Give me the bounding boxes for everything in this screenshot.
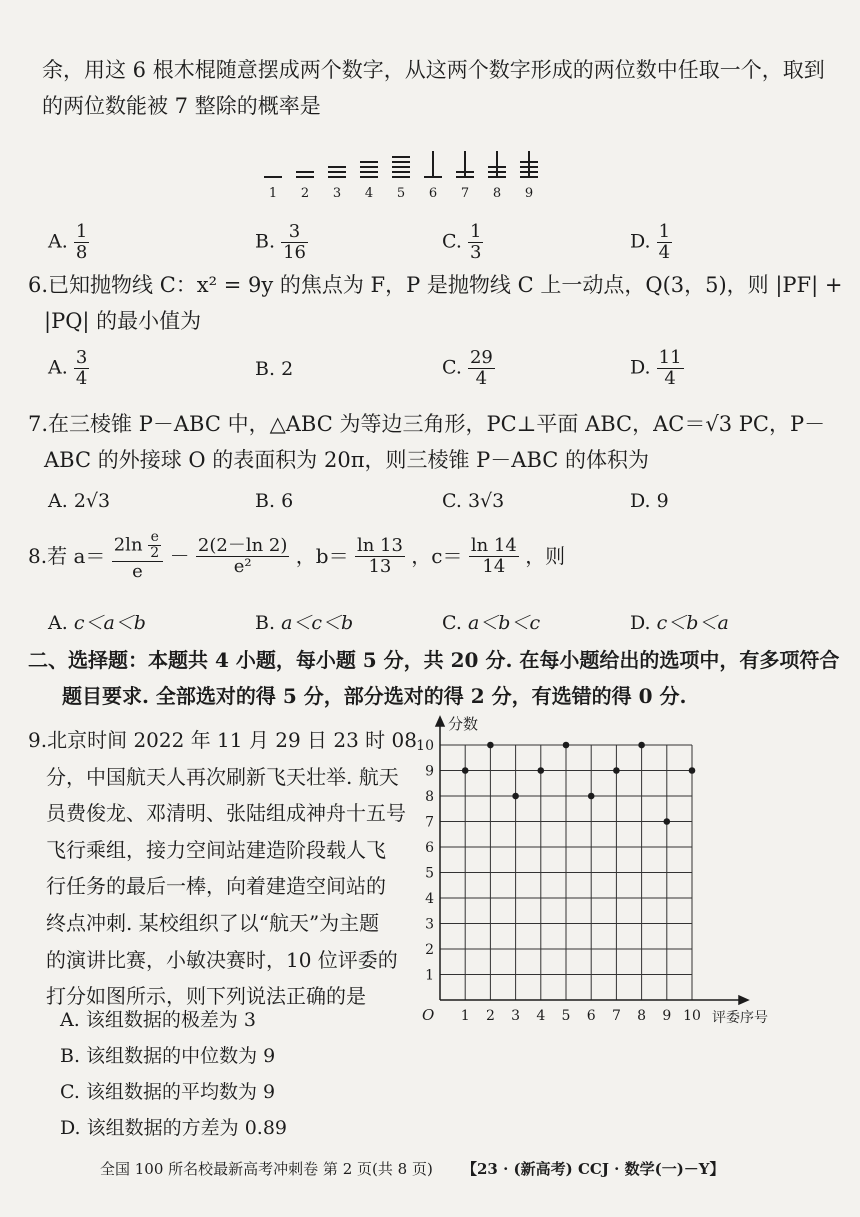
q6-option-b bbox=[255, 358, 293, 380]
rod-label: 6 bbox=[428, 186, 438, 201]
q8-frac-a2 bbox=[196, 536, 289, 577]
q8-frac-b bbox=[355, 536, 405, 577]
q7-option-a bbox=[48, 490, 110, 512]
q8-expression bbox=[28, 530, 565, 582]
q8-option-b bbox=[255, 608, 353, 635]
frac-den: e bbox=[132, 561, 143, 582]
chart-axes bbox=[436, 717, 748, 1004]
rod-digit-6 bbox=[424, 151, 442, 177]
data-point bbox=[664, 818, 671, 825]
frac-den: 3 bbox=[469, 242, 482, 263]
option-label: A. bbox=[48, 612, 68, 634]
q6-option-c bbox=[442, 348, 495, 389]
option-text: 2 bbox=[281, 358, 294, 380]
option-text: c＜b＜a bbox=[656, 612, 729, 634]
option-label: B. bbox=[255, 230, 276, 253]
rod-label: 1 bbox=[268, 186, 278, 201]
rod-labels bbox=[269, 186, 533, 201]
option-label: D. bbox=[630, 356, 651, 379]
y-tick-label: 10 bbox=[416, 738, 434, 754]
y-tick-label: 6 bbox=[425, 840, 434, 856]
data-point bbox=[538, 767, 545, 774]
frac-den: 13 bbox=[368, 555, 392, 577]
frac-num: 11 bbox=[658, 347, 682, 368]
rod-label: 8 bbox=[492, 186, 502, 201]
y-tick-label: 7 bbox=[425, 814, 434, 831]
option-label: C. bbox=[60, 1081, 80, 1103]
data-point bbox=[462, 767, 469, 774]
option-text: a＜b＜c bbox=[467, 612, 541, 634]
q7-option-b bbox=[255, 490, 293, 512]
y-tick-label: 4 bbox=[425, 891, 434, 907]
frac-den: e² bbox=[233, 555, 252, 577]
data-point bbox=[588, 793, 595, 800]
option-label: D. bbox=[60, 1117, 81, 1139]
chart-origin-label: O bbox=[422, 1006, 435, 1024]
option-text: 该组数据的方差为 0.89 bbox=[86, 1117, 288, 1139]
q8-b-eq: ，b＝ bbox=[295, 544, 349, 568]
q9-option-d bbox=[60, 1110, 287, 1146]
option-label: C. bbox=[442, 230, 462, 253]
y-tick-label: 1 bbox=[425, 967, 434, 984]
footer-left: 全国 100 所名校最新高考冲刺卷 第 2 页(共 8 页) bbox=[100, 1160, 433, 1178]
q8-frac-a1 bbox=[112, 530, 163, 582]
x-tick-label: 9 bbox=[662, 1008, 672, 1024]
q9-line: 员费俊龙、邓清明、张陆组成神舟十五号 bbox=[46, 801, 406, 826]
q7-text-line1: 7.在三棱锥 P－ABC 中，△ABC 为等边三角形，PC⊥平面 ABC，AC＝√3 PC，P－ bbox=[28, 412, 826, 436]
option-text: 该组数据的中位数为 9 bbox=[86, 1045, 276, 1067]
x-axis-arrow bbox=[739, 996, 748, 1004]
q8-option-a bbox=[48, 608, 146, 635]
option-text: 6 bbox=[281, 490, 294, 512]
rod-label: 4 bbox=[364, 186, 374, 201]
frac-den: 4 bbox=[475, 368, 488, 389]
frac-den: 16 bbox=[283, 242, 306, 263]
option-text: 该组数据的极差为 3 bbox=[85, 1009, 256, 1031]
data-point bbox=[638, 742, 645, 749]
q9-line: 打分如图所示，则下列说法正确的是 bbox=[46, 984, 366, 1009]
q9-line: 的演讲比赛，小敏决赛时，10 位评委的 bbox=[46, 947, 398, 972]
option-text: 9 bbox=[656, 490, 669, 512]
q8-minus: － bbox=[169, 544, 190, 568]
option-label: A. bbox=[48, 356, 68, 379]
rod-digit-7 bbox=[456, 151, 474, 177]
option-label: B. bbox=[255, 612, 276, 634]
option-label: A. bbox=[48, 490, 68, 512]
rod-label: 7 bbox=[460, 186, 470, 201]
frac-num: 1 bbox=[658, 221, 671, 242]
option-text: c＜a＜b bbox=[73, 612, 146, 634]
option-label: B. bbox=[60, 1045, 81, 1067]
q8-prefix: 8.若 a＝ bbox=[28, 544, 106, 568]
q9-line: 9.北京时间 2022 年 11 月 29 日 23 时 08 bbox=[28, 728, 417, 752]
q8-frac-c bbox=[469, 536, 519, 577]
x-tick-label: 6 bbox=[586, 1008, 596, 1024]
x-tick-label: 5 bbox=[561, 1008, 571, 1024]
q8-suffix: ，则 bbox=[525, 544, 566, 568]
frac-num: 3 bbox=[281, 222, 308, 243]
x-tick-label: 8 bbox=[637, 1008, 647, 1024]
q7-option-d bbox=[630, 490, 669, 512]
rod-label: 2 bbox=[300, 186, 310, 201]
q9-option-b bbox=[60, 1038, 287, 1074]
q9-line: 终点冲刺. 某校组织了以“航天”为主题 bbox=[46, 910, 380, 935]
rod-digit-2 bbox=[296, 172, 314, 177]
q6-text-line2: |PQ| 的最小值为 bbox=[44, 309, 202, 333]
judge-score-chart bbox=[415, 712, 795, 1032]
data-point bbox=[689, 767, 696, 774]
rod-digit-4 bbox=[360, 162, 378, 177]
q6-text-line1: 6.已知抛物线 C：x² = 9y 的焦点为 F，P 是抛物线 C 上一动点，Q(3，5)，则 |PF| + bbox=[28, 273, 843, 297]
y-tick-label: 8 bbox=[425, 789, 434, 805]
q9-option-a bbox=[60, 1002, 287, 1038]
q9-options bbox=[60, 1002, 287, 1146]
q8-option-c bbox=[442, 608, 540, 635]
q9-line: 飞行乘组，接力空间站建造阶段载人飞 bbox=[46, 837, 386, 862]
option-label: D. bbox=[630, 612, 651, 634]
rod-digit-8 bbox=[488, 151, 506, 177]
q5-text-line2: 的两位数能被 7 整除的概率是 bbox=[42, 94, 321, 118]
x-tick-label: 4 bbox=[536, 1008, 546, 1024]
x-tick-label: 1 bbox=[460, 1008, 470, 1024]
y-axis-arrow bbox=[436, 717, 444, 726]
chart-x-axis-label: 评委序号 bbox=[712, 1010, 768, 1026]
chart-grid bbox=[440, 745, 692, 1000]
section2-heading-line1: 二、选择题：本题共 4 小题，每小题 5 分，共 20 分. 在每小题给出的选项中，有多项符合 bbox=[28, 648, 840, 672]
q6-option-d bbox=[630, 348, 684, 389]
frac-num: ln 13 bbox=[356, 534, 403, 556]
option-label: D. bbox=[630, 490, 651, 512]
frac-num: 1 bbox=[75, 221, 88, 242]
rod-label: 9 bbox=[524, 186, 534, 201]
x-tick-label: 2 bbox=[485, 1008, 495, 1024]
x-tick-label: 7 bbox=[611, 1008, 621, 1024]
inner-frac-num: e bbox=[148, 530, 161, 546]
option-label: C. bbox=[442, 356, 462, 379]
inner-frac-den: 2 bbox=[150, 545, 160, 561]
q5-option-d bbox=[630, 222, 672, 263]
option-text: 2√3 bbox=[73, 490, 111, 512]
q6-option-a bbox=[48, 348, 89, 389]
frac-den: 4 bbox=[75, 368, 88, 389]
frac-num: ln 14 bbox=[470, 534, 517, 556]
data-point bbox=[613, 767, 620, 774]
q5-text-line1: 余，用这 6 根木棍随意摆成两个数字，从这两个数字形成的两位数中任取一个，取到 bbox=[42, 58, 825, 82]
frac-den: 8 bbox=[75, 242, 88, 263]
option-text: 该组数据的平均数为 9 bbox=[85, 1081, 276, 1103]
frac-num: 3 bbox=[75, 347, 88, 368]
q8-option-d bbox=[630, 608, 729, 635]
frac-den: 14 bbox=[482, 555, 506, 577]
y-tick-label: 3 bbox=[425, 916, 434, 933]
x-tick-label: 10 bbox=[683, 1008, 701, 1024]
frac-num-ln: 2ln bbox=[113, 534, 143, 556]
chart-y-axis-label: 分数 bbox=[448, 715, 479, 733]
chart-tick-labels bbox=[416, 738, 701, 1024]
chart-points bbox=[462, 742, 695, 825]
q9-option-c bbox=[60, 1074, 287, 1110]
y-tick-label: 2 bbox=[425, 942, 434, 958]
q9-line: 行任务的最后一棒，向着建造空间站的 bbox=[46, 874, 386, 899]
rod-digit-3 bbox=[328, 167, 346, 177]
data-point bbox=[487, 742, 494, 749]
option-label: D. bbox=[630, 230, 651, 253]
option-label: A. bbox=[48, 230, 68, 253]
q5-option-a bbox=[48, 222, 89, 263]
footer-right: 【23 · (新高考) CCJ · 数学(一)－Y】 bbox=[462, 1160, 725, 1178]
option-label: A. bbox=[60, 1009, 80, 1031]
frac-num: 1 bbox=[469, 221, 482, 242]
option-label: C. bbox=[442, 490, 462, 512]
rod-label: 5 bbox=[396, 186, 406, 201]
data-point bbox=[563, 742, 570, 749]
q8-c-eq: ，c＝ bbox=[411, 544, 463, 568]
q7-text-line2: ABC 的外接球 O 的表面积为 20π，则三棱锥 P－ABC 的体积为 bbox=[44, 448, 650, 472]
rod-glyphs bbox=[264, 151, 538, 177]
rod-label: 3 bbox=[332, 186, 342, 201]
option-text: 3√3 bbox=[467, 490, 505, 512]
y-tick-label: 5 bbox=[425, 865, 434, 882]
frac-num: 29 bbox=[469, 347, 493, 368]
option-label: B. bbox=[255, 490, 276, 512]
q9-text-block bbox=[28, 722, 417, 1015]
data-point bbox=[512, 793, 519, 800]
counting-rods-figure bbox=[255, 125, 565, 203]
option-label: C. bbox=[442, 612, 462, 634]
q7-option-c bbox=[442, 490, 504, 512]
q5-option-c bbox=[442, 222, 483, 263]
frac-den: 4 bbox=[658, 242, 671, 263]
option-text: a＜c＜b bbox=[281, 612, 354, 634]
q9-line: 分，中国航天人再次刷新飞天壮举. 航天 bbox=[46, 764, 399, 789]
rod-digit-5 bbox=[392, 157, 410, 177]
y-tick-label: 9 bbox=[425, 763, 434, 780]
x-tick-label: 3 bbox=[511, 1008, 521, 1024]
q5-option-b bbox=[255, 222, 308, 263]
rod-digit-9 bbox=[520, 151, 538, 177]
frac-den: 4 bbox=[664, 368, 676, 389]
frac-num: 2(2－ln 2) bbox=[197, 534, 288, 556]
section2-heading-line2: 题目要求. 全部选对的得 5 分，部分选对的得 2 分，有选错的得 0 分. bbox=[62, 684, 687, 708]
option-label: B. bbox=[255, 358, 276, 380]
